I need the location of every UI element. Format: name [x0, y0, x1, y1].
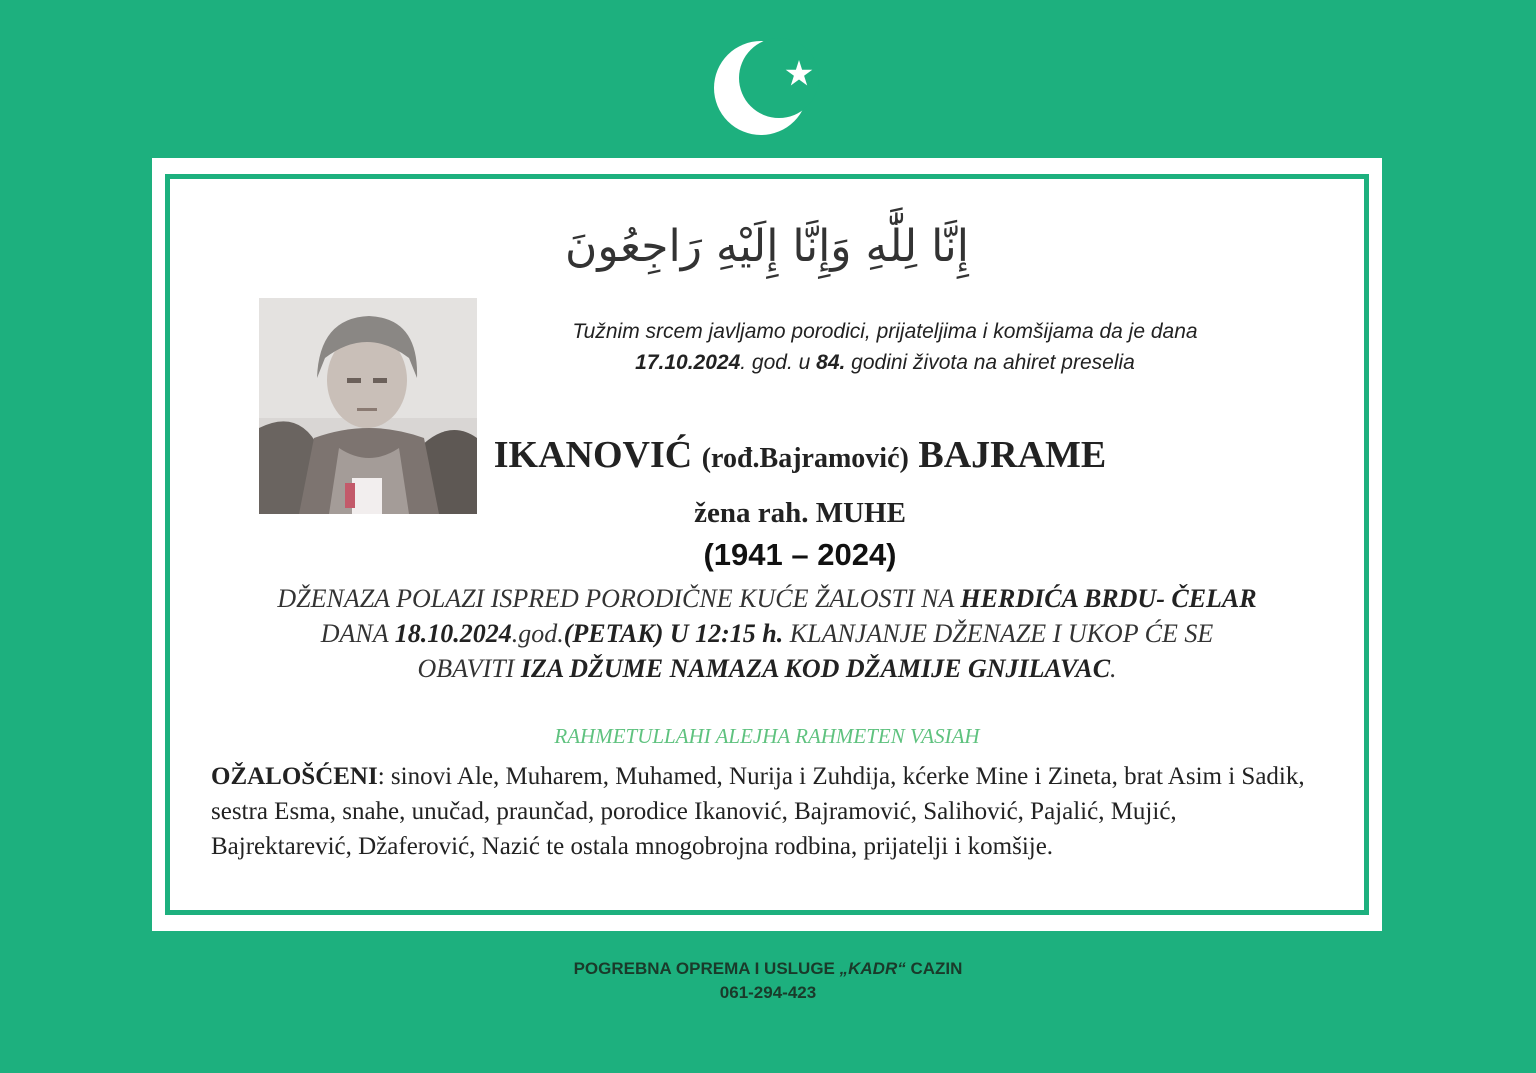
deceased-photo — [259, 298, 477, 514]
funeral-time: (PETAK) U 12:15 h. — [563, 619, 784, 648]
age: 84. — [816, 351, 846, 374]
life-years: (1941 – 2024) — [703, 537, 897, 572]
first-name: BAJRAME — [918, 434, 1107, 476]
prayer-line: RAHMETULLAHI ALEJHA RAHMETEN VASIAH — [554, 724, 980, 748]
crescent-star-icon — [712, 32, 822, 142]
card-border — [165, 174, 1369, 915]
announcement-line-1: Tužnim srcem javljamo porodici, prijateljima i komšijama da je dana — [572, 320, 1198, 343]
mourners-label: OŽALOŠĆENI — [211, 763, 378, 790]
mourners-paragraph — [211, 759, 1311, 864]
deceased-name — [370, 433, 1230, 477]
death-date: 17.10.2024 — [635, 351, 741, 374]
company-name: „KADR“ — [839, 959, 906, 978]
husband-line: žena rah. MUHE — [694, 497, 906, 529]
arabic-verse: إِنَّا لِلَّٰهِ وَإِنَّا إِلَيْهِ رَاجِعُونَ — [565, 221, 969, 272]
surname: IKANOVIĆ — [493, 434, 693, 476]
mourners-list: : sinovi Ale, Muharem, Muhamed, Nurija i Zuhdija, kćerke Mine i Zineta, brat Asim i Sadik, sestra Esma, snahe, unučad, praunčad, porodice Ikanović, Bajramović, Salihović, Pajalić, Mujić, Bajrektarević, Džaferović, Nazić te ostala mnogobrojna rodbina, prijatelji i komšije. — [211, 763, 1305, 860]
announcement-text — [470, 316, 1300, 378]
funeral-location: HERDIĆA BRDU- ČELAR — [960, 584, 1257, 613]
maiden-name: (rođ.Bajramović) — [701, 443, 909, 474]
funeral-details: DŽENAZA POLAZI ISPRED PORODIČNE KUĆE ŽALOSTI NA HERDIĆA BRDU- ČELAR DANA 18.10.2024.god.(PETAK) U 12:15 h. KLANJANJE DŽENAZE I UKOP ĆE SE OBAVITI IZA DŽUME NAMAZA KOD DŽAMIJE GNJILAVAC. — [277, 584, 1257, 683]
footer — [0, 957, 1536, 1005]
obituary-card — [152, 158, 1382, 931]
funeral-place: IZA DŽUME NAMAZA KOD DŽAMIJE GNJILAVAC — [520, 654, 1111, 683]
announcement-line-2: 17.10.2024. god. u 84. godini života na ahiret preselia — [635, 351, 1135, 374]
company-line: POGREBNA OPREMA I USLUGE „KADR“ CAZIN — [573, 959, 963, 978]
funeral-date: 18.10.2024 — [394, 619, 512, 648]
company-phone: 061-294-423 — [719, 983, 817, 1002]
